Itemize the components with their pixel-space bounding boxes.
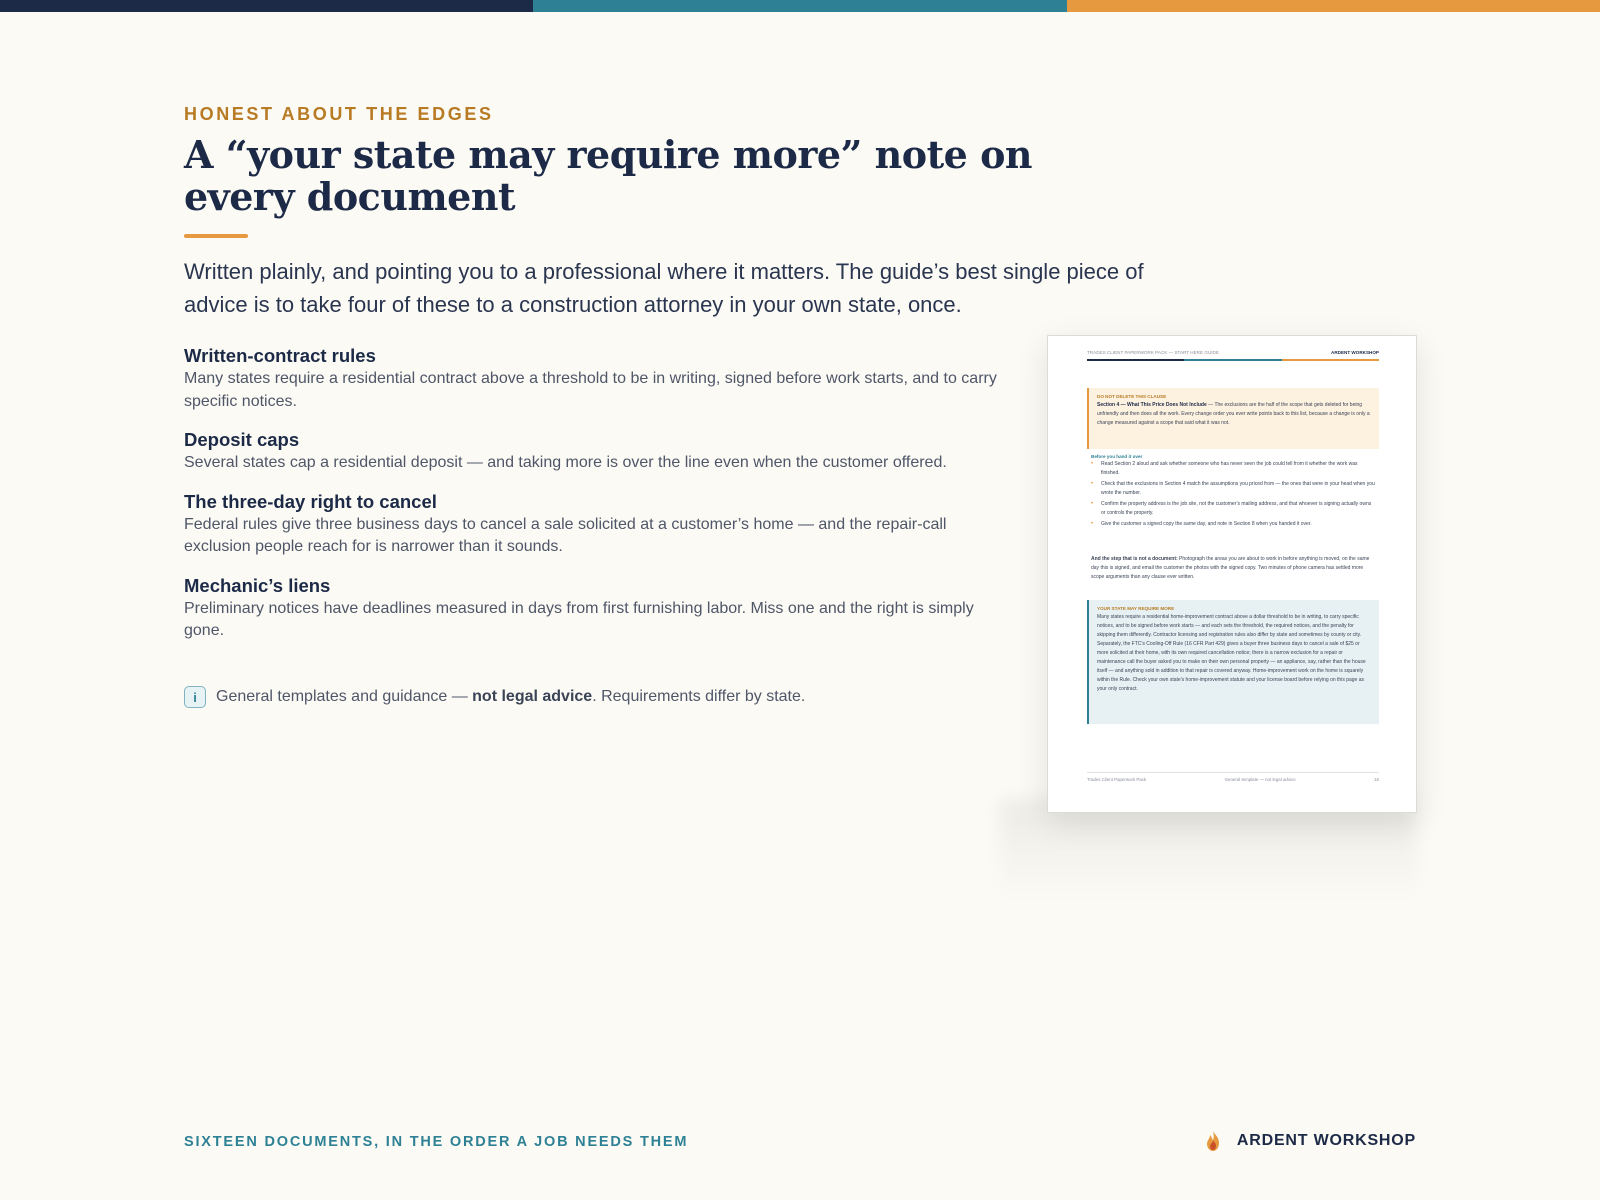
point-title: Mechanic’s liens <box>184 574 331 596</box>
brand-name: ARDENT WORKSHOP <box>1236 1132 1416 1149</box>
lede-paragraph: Written plainly, and pointing you to a professional where it matters. The guide’s best single piece of advice is to take four of these to a construction attorney in your own state, once. <box>184 259 1144 317</box>
preview-color-stripe <box>1087 359 1379 361</box>
point-body: Preliminary notices have deadlines measured in days from first furnishing labor. Miss one and the right is simply gone. <box>184 599 974 639</box>
footer-brand <box>1203 1130 1416 1152</box>
legal-disclaimer <box>184 686 1004 708</box>
point-item <box>184 574 1014 643</box>
footer-tagline: SIXTEEN DOCUMENTS, IN THE ORDER A JOB NEEDS THEM <box>184 1134 689 1150</box>
title-underline <box>184 234 248 238</box>
top-bar-navy-segment <box>0 0 533 12</box>
preview-before-label: Before you hand it over <box>1091 454 1143 459</box>
preview-state-callout: YOUR STATE MAY REQUIRE MORE Many states require a residential home-improvement contract above a dollar threshold to be in writing, to carry specific notices, and to be signed before work starts — and each sets the threshold, the required notices, and the penalty for skipping them differently. Contractor licensing and registration rules also differ by state and sometimes by county or city. Separately, the FTC’s Cooling-Off Rule (16 CFR Part 429) gives a buyer three business days to cancel a sale of $25 or more solicited at their home, with its own required cancellation notice; there is a narrow exclusion for a repair or maintenance call the buyer asked you to make on their own personal property — an appliance, say, rather than the house itself — and anything sold in addition to that repair is covered anyway. Home-improvement work on the home is squarely within the Rule. Check your own state’s home-improvement statute and your license board before relying on this page as your only contract. <box>1087 600 1379 724</box>
flame-icon <box>1203 1130 1223 1152</box>
page-preview-shadow <box>1000 800 1417 900</box>
disclaimer-text: General templates and guidance — not legal advice. Requirements differ by state. <box>216 688 806 705</box>
preview-footer: Trades Client Paperwork Pack General template — not legal advice 16 <box>1087 772 1379 782</box>
preview-clause-callout: DO NOT DELETE THIS CLAUSE Section 4 — What This Price Does Not Include — The exclusions are the half of the scope that gets deleted for being unfriendly and then does all the work. Every change order you ever write points back to this list, because a change is only a change measured against a scope that said what it was not. <box>1087 388 1379 449</box>
point-item <box>184 344 1014 413</box>
point-title: Written-contract rules <box>184 345 376 366</box>
point-item <box>184 490 1014 559</box>
top-bar-orange-segment <box>1067 0 1600 12</box>
info-icon: i <box>184 686 206 708</box>
point-title: The three-day right to cancel <box>184 490 437 512</box>
top-color-bar <box>0 0 1600 12</box>
point-item <box>184 428 1014 475</box>
document-page-preview <box>1047 335 1417 813</box>
top-bar-teal-segment <box>533 0 1066 12</box>
point-body: Several states cap a residential deposit — and taking more is over the line even when the customer offered. <box>184 454 947 471</box>
point-body: Many states require a residential contract above a threshold to be in writing, signed before work starts, and to carry specific notices. <box>184 370 997 410</box>
points-list <box>184 344 1014 658</box>
preview-header: TRADES CLIENT PAPERWORK PACK — START HERE GUIDE ARDENT WORKSHOP <box>1087 350 1379 355</box>
eyebrow-label: HONEST ABOUT THE EDGES <box>184 104 494 124</box>
point-body: Federal rules give three business days to cancel a sale solicited at a customer’s home — and the repair-call exclusion people reach for is narrower than it sounds. <box>184 515 947 555</box>
point-title: Deposit caps <box>184 429 300 450</box>
preview-step-paragraph: And the step that is not a document: Photograph the areas you are about to work in before anything is moved, on the same day this is signed, and email the customer the photos with the signed copy. Two minutes of phone camera has settled more scope arguments than any clause ever written. <box>1091 556 1370 580</box>
page-title: A “your state may require more” note on every document <box>184 132 1033 219</box>
preview-checklist: • Read Section 2 aloud and ask whether someone who has never seen the job could tell from it whether the work was finished. • Check that the exclusions in Section 4 match the assumptions you priced from — the ones that were in your head when you wrote the number. • Confirm the property address is the job site, not the customer’s mailing address, and that whoever is signing actually owns or controls the property. • Give the customer a signed copy the same day, and note in Section 8 when you handed it over. <box>1091 460 1375 531</box>
